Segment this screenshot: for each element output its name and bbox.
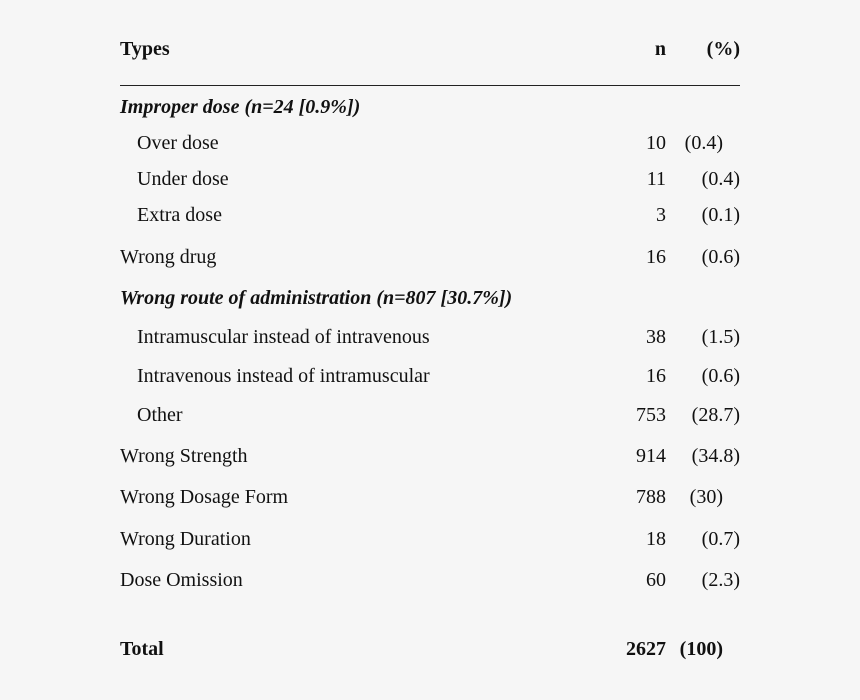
row-pct: (0.7) — [701, 528, 740, 550]
row-label: Wrong drug — [120, 246, 217, 268]
row-n: 60 — [646, 569, 666, 591]
row-pct: (2.3) — [701, 569, 740, 591]
row-pct: (0.1) — [701, 204, 740, 226]
row-label: Intravenous instead of intramuscular — [137, 365, 430, 387]
group-label-improper-dose: Improper dose (n=24 [0.9%]) — [120, 96, 361, 118]
row-pct: (28.7) — [691, 404, 740, 426]
header-pct: (%) — [706, 38, 740, 60]
row-pct: (0.4) — [701, 168, 740, 190]
row-label: Dose Omission — [120, 569, 243, 591]
row-pct: (0.4) — [684, 132, 723, 154]
row-label: Wrong Duration — [120, 528, 251, 550]
header-divider — [120, 85, 740, 86]
row-pct: (30) — [689, 486, 723, 508]
row-label: Wrong Strength — [120, 445, 248, 467]
row-label: Over dose — [137, 132, 219, 154]
group-label-wrong-route: Wrong route of administration (n=807 [30.7%]) — [120, 287, 513, 309]
header-types: Types — [120, 38, 170, 60]
row-n: 3 — [656, 204, 666, 226]
row-n: 10 — [646, 132, 666, 154]
row-pct: (0.6) — [701, 246, 740, 268]
row-n: 914 — [636, 445, 666, 467]
row-label: Other — [137, 404, 183, 426]
header-n: n — [654, 38, 666, 60]
row-n: 11 — [646, 168, 666, 190]
row-label: Wrong Dosage Form — [120, 486, 289, 508]
row-label: Extra dose — [137, 204, 222, 226]
row-n: 753 — [636, 404, 666, 426]
total-pct: (100) — [679, 638, 723, 660]
row-label: Intramuscular instead of intravenous — [137, 326, 430, 348]
row-n: 16 — [646, 365, 666, 387]
row-n: 16 — [646, 246, 666, 268]
row-n: 18 — [646, 528, 666, 550]
total-label: Total — [120, 638, 164, 660]
row-n: 788 — [636, 486, 666, 508]
row-n: 38 — [646, 326, 666, 348]
row-pct: (0.6) — [701, 365, 740, 387]
row-pct: (34.8) — [691, 445, 740, 467]
row-label: Under dose — [137, 168, 229, 190]
total-n: 2627 — [626, 638, 666, 660]
row-pct: (1.5) — [701, 326, 740, 348]
